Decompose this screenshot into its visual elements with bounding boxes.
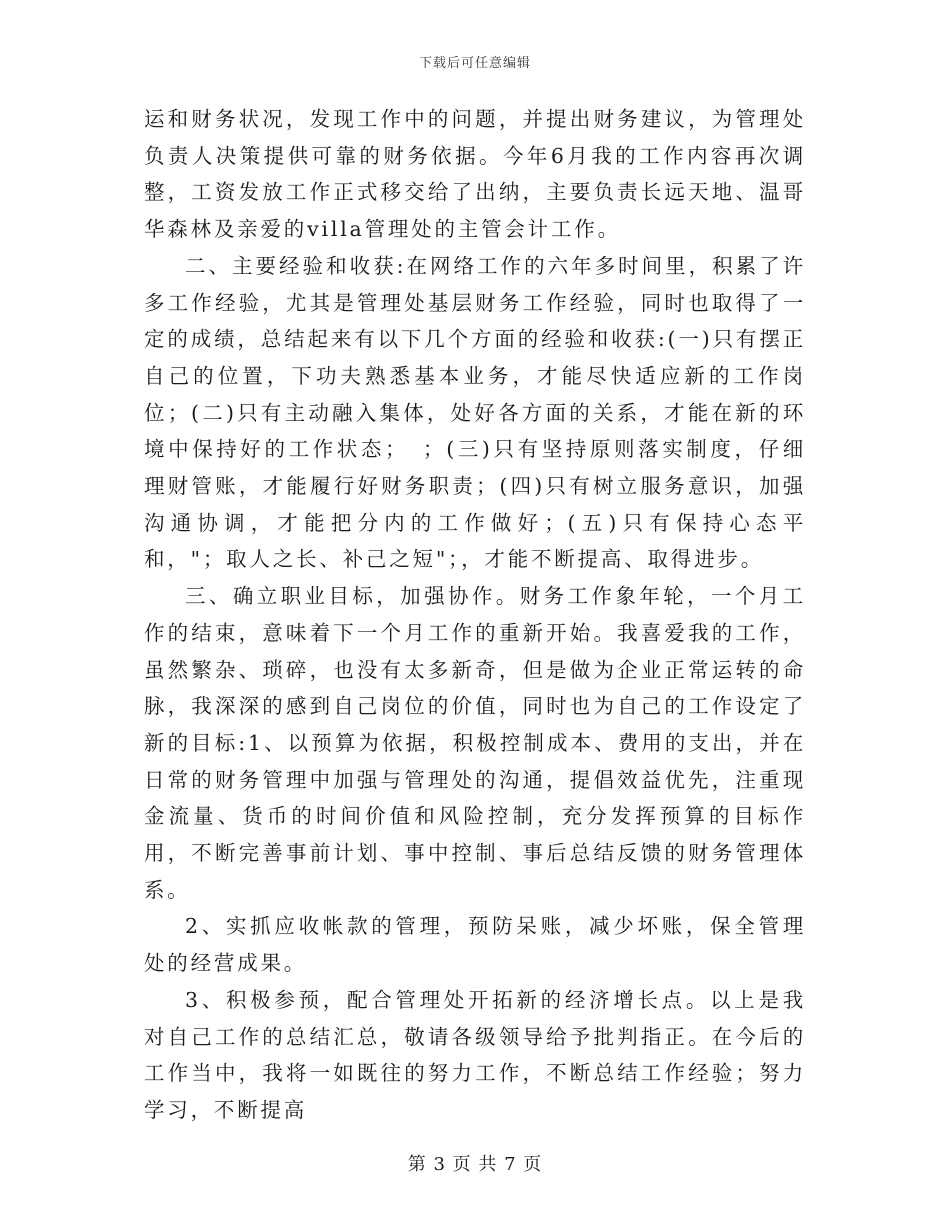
paragraph-5: 3、积极参预，配合管理处开拓新的经济增长点。以上是我对自己工作的总结汇总，敬请各级领导给予批判指正。在今后的工作当中，我将一如既往的努力工作，不断总结工作经验；努力学习，不断提高 <box>144 987 806 1122</box>
paragraph-4: 2、实抓应收帐款的管理，预防呆账，减少坏账，保全管理处的经营成果。 <box>144 914 806 976</box>
page-header-note: 下载后可任意编辑 <box>418 56 531 71</box>
paragraph-3: 三、确立职业目标，加强协作。财务工作象年轮，一个月工作的结束，意味着下一个月工作的重新开始。我喜爱我的工作，虽然繁杂、琐碎，也没有太多新奇，但是做为企业正常运转的命脉，我深深的感到自己岗位的价值，同时也为自己的工作设定了新的目标:1、以预算为依据，积极控制成本、费用的支出，并在日常的财务管理中加强与管理处的沟通，提倡效益优先，注重现金流量、货币的时间价值和风险控制，充分发挥预算的目标作用，不断完善事前计划、事中控制、事后总结反馈的财务管理体系。 <box>144 584 806 902</box>
page-number-footer: 第 3 页 共 7 页 <box>407 1154 543 1175</box>
paragraph-2: 二、主要经验和收获:在网络工作的六年多时间里，积累了许多工作经验，尤其是管理处基层财务工作经验，同时也取得了一定的成绩，总结起来有以下几个方面的经验和收获:(一)只有摆正自己的位置，下功夫熟悉基本业务，才能尽快适应新的工作岗位；(二)只有主动融入集体，处好各方面的关系，才能在新的环境中保持好的工作状态； ；(三)只有坚持原则落实制度，仔细理财管账，才能履行好财务职责；(四)只有树立服务意识，加强沟通协调，才能把分内的工作做好；(五)只有保持心态平和，"；取人之长、补己之短"；，才能不断提高、取得进步。 <box>144 253 806 572</box>
document-body <box>144 101 806 1129</box>
paragraph-1: 运和财务状况，发现工作中的问题，并提出财务建议，为管理处负责人决策提供可靠的财务依据。今年6月我的工作内容再次调整，工资发放工作正式移交给了出纳，主要负责长远天地、温哥华森林及亲爱的villa管理处的主管会计工作。 <box>144 107 806 242</box>
